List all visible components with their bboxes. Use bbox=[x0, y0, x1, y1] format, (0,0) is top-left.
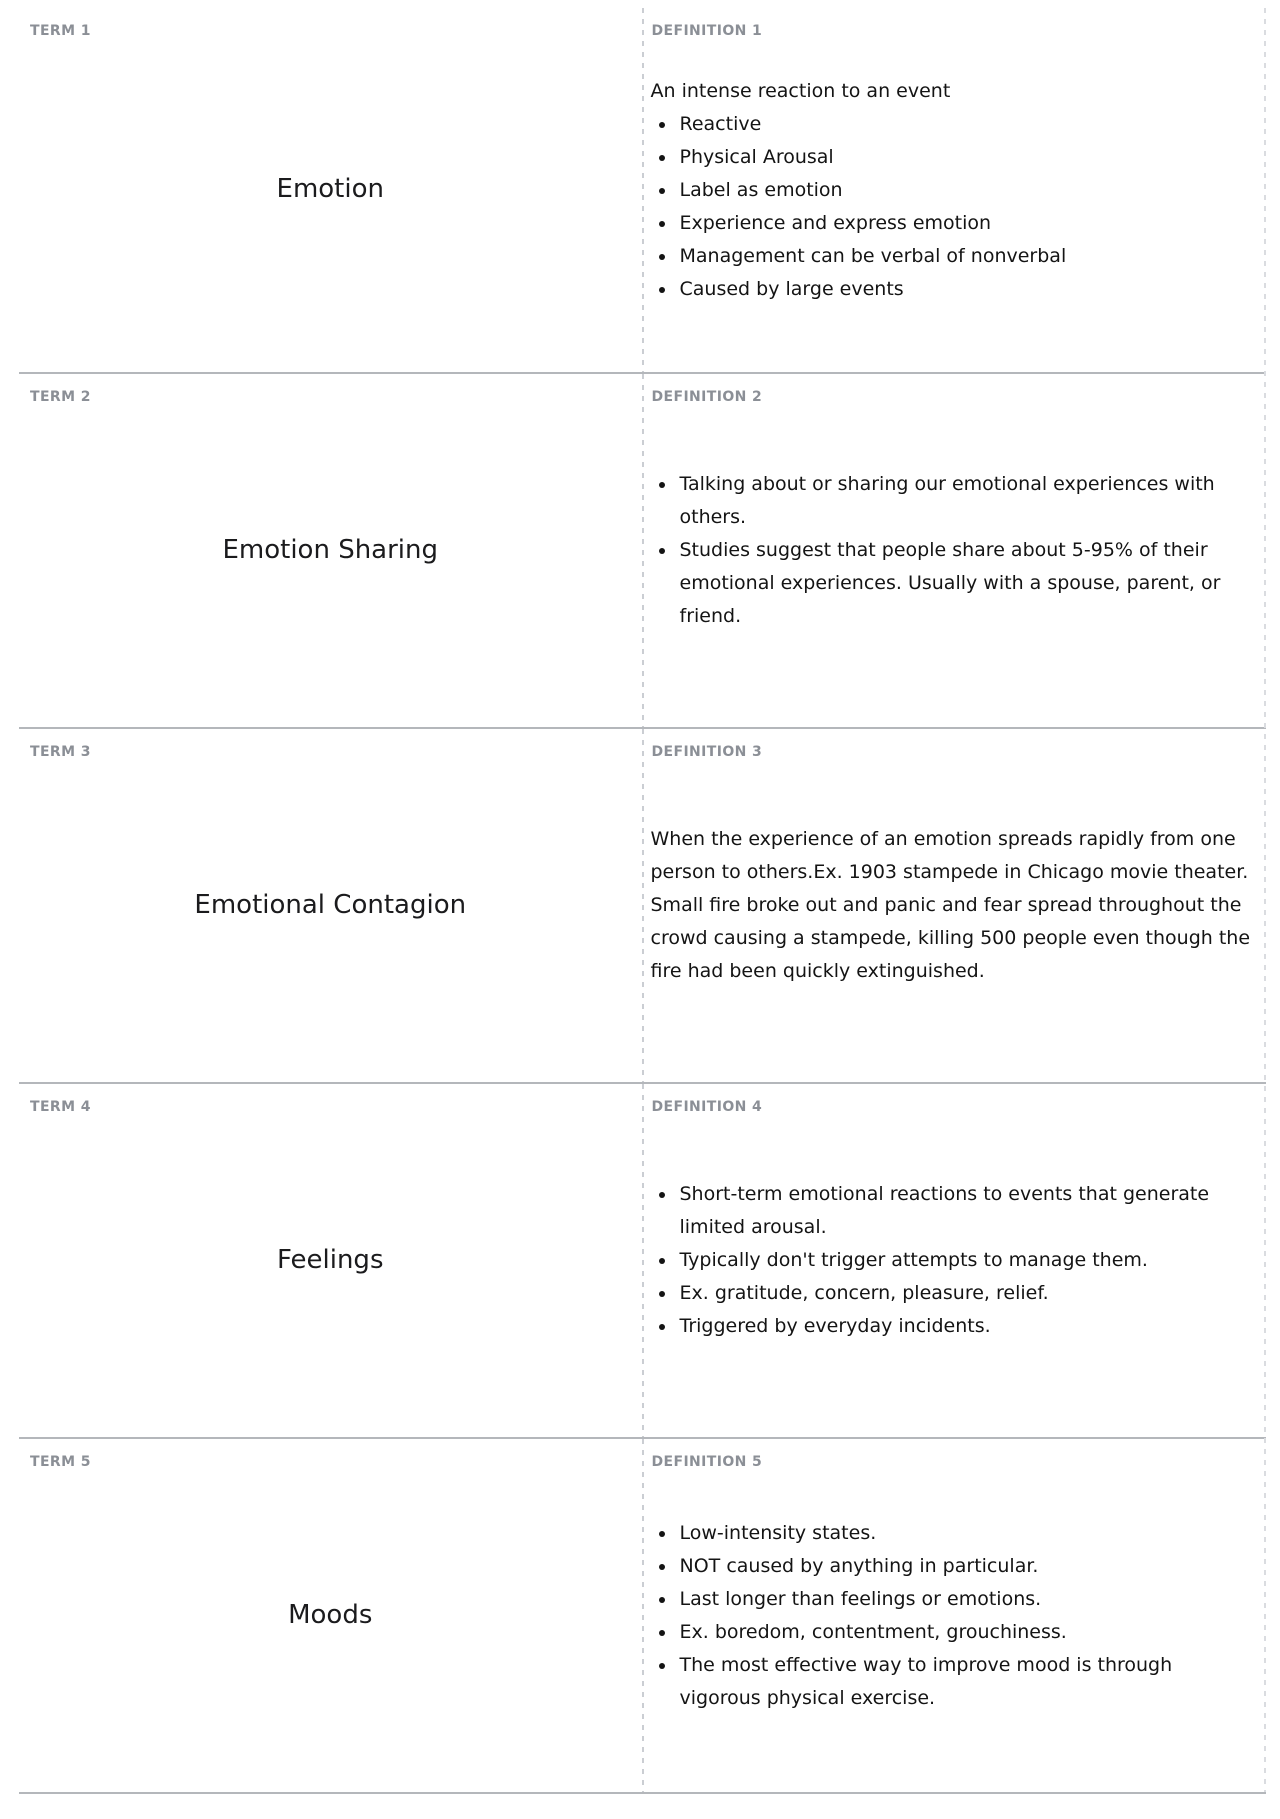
definition-content bbox=[651, 1178, 1259, 1343]
definition-bullet: • Reactive bbox=[677, 108, 1259, 141]
definition-bullet: • Short-term emotional reactions to events that generate limited arousal. bbox=[677, 1178, 1259, 1244]
table-right-border bbox=[1264, 8, 1266, 1792]
term-label: TERM 5 bbox=[30, 1454, 91, 1470]
definition-bullet-list bbox=[651, 1178, 1259, 1343]
definition-content bbox=[651, 823, 1259, 988]
flashcards-table bbox=[19, 8, 1266, 1794]
definition-bullet: • Last longer than feelings or emotions. bbox=[677, 1583, 1259, 1616]
term-label: TERM 4 bbox=[30, 1099, 91, 1115]
definition-content bbox=[651, 75, 1259, 306]
definition-cell bbox=[644, 729, 1267, 1082]
term-cell bbox=[19, 1439, 642, 1792]
flashcard-row bbox=[19, 1437, 1266, 1792]
flashcard-row bbox=[19, 8, 1266, 372]
definition-intro: An intense reaction to an event bbox=[650, 79, 951, 102]
definition-label: DEFINITION 4 bbox=[651, 1099, 763, 1115]
definition-bullet: • NOT caused by anything in particular. bbox=[677, 1550, 1259, 1583]
definition-label: DEFINITION 1 bbox=[651, 23, 763, 39]
term-text: Feelings bbox=[276, 1244, 384, 1275]
definition-content bbox=[651, 468, 1259, 633]
definition-bullet-list bbox=[651, 1517, 1259, 1715]
term-cell bbox=[19, 374, 642, 727]
term-text: Emotion bbox=[276, 174, 384, 205]
definition-bullet: • Typically don't trigger attempts to manage them. bbox=[677, 1244, 1259, 1277]
definition-cell bbox=[644, 374, 1267, 727]
definition-label: DEFINITION 3 bbox=[651, 744, 763, 760]
term-label: TERM 1 bbox=[30, 23, 91, 39]
definition-text: When the experience of an emotion spreads rapidly from one person to others.Ex. 1903 stampede in Chicago movie theater. Small fire broke out and panic and fear spread throughout the crowd causing a stampede, killing 500 people even though the fire had been quickly extinguished. bbox=[650, 828, 1251, 982]
term-text: Emotional Contagion bbox=[194, 889, 467, 920]
flashcard-row bbox=[19, 727, 1266, 1082]
definition-bullet: • Label as emotion bbox=[677, 174, 1259, 207]
term-text: Moods bbox=[288, 1599, 373, 1630]
definition-cell bbox=[644, 1439, 1267, 1792]
definition-bullet: • Experience and express emotion bbox=[677, 207, 1259, 240]
term-cell bbox=[19, 729, 642, 1082]
definition-cell bbox=[644, 8, 1267, 372]
definition-bullet: • Management can be verbal of nonverbal bbox=[677, 240, 1259, 273]
definition-content bbox=[651, 1517, 1259, 1715]
definition-bullet: • The most effective way to improve mood is through vigorous physical exercise. bbox=[677, 1649, 1259, 1715]
flashcard-row bbox=[19, 372, 1266, 727]
definition-cell bbox=[644, 1084, 1267, 1437]
definition-bullet: • Triggered by everyday incidents. bbox=[677, 1310, 1259, 1343]
definition-bullet-list bbox=[651, 468, 1259, 633]
definition-bullet: • Physical Arousal bbox=[677, 141, 1259, 174]
definition-bullet-list bbox=[651, 108, 1259, 306]
definition-bullet: • Ex. gratitude, concern, pleasure, relief. bbox=[677, 1277, 1259, 1310]
term-label: TERM 2 bbox=[30, 389, 91, 405]
term-cell bbox=[19, 1084, 642, 1437]
flashcard-row bbox=[19, 1082, 1266, 1437]
term-cell bbox=[19, 8, 642, 372]
definition-label: DEFINITION 5 bbox=[651, 1454, 763, 1470]
flashcards-page bbox=[0, 8, 1280, 1794]
term-text: Emotion Sharing bbox=[222, 534, 439, 565]
definition-bullet: • Caused by large events bbox=[677, 273, 1259, 306]
definition-bullet: • Studies suggest that people share about 5-95% of their emotional experiences. Usually with a spouse, parent, or friend. bbox=[677, 534, 1259, 633]
definition-label: DEFINITION 2 bbox=[651, 389, 763, 405]
term-label: TERM 3 bbox=[30, 744, 91, 760]
definition-bullet: • Ex. boredom, contentment, grouchiness. bbox=[677, 1616, 1259, 1649]
definition-bullet: • Talking about or sharing our emotional experiences with others. bbox=[677, 468, 1259, 534]
definition-bullet: • Low-intensity states. bbox=[677, 1517, 1259, 1550]
